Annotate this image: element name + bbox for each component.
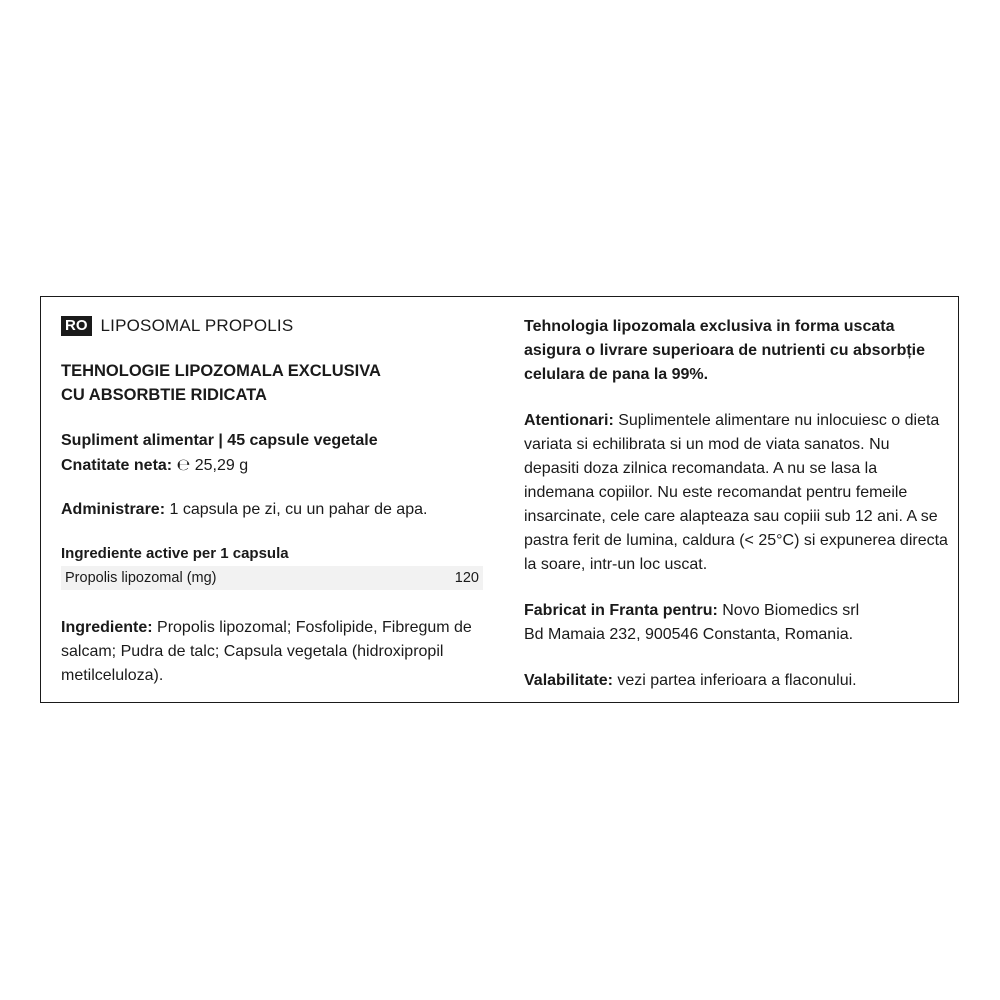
warnings <box>524 409 949 577</box>
active-ingredients-heading: Ingrediente active per 1 capsula <box>61 545 289 562</box>
supplement-type: Supliment alimentar | 45 capsule vegetale <box>61 432 378 449</box>
manufacturer-name: Novo Biomedics srl <box>722 602 860 619</box>
supplement-info <box>61 429 485 478</box>
tagline <box>61 359 485 407</box>
label-right-column <box>524 315 949 693</box>
active-ingredient-name: Propolis lipozomal (mg) <box>65 570 217 586</box>
ingredients-text: Propolis lipozomal; Fosfolipide, Fibregum de salcam; Pudra de talc; Capsula vegetala (hidroxipropil metilceluloza). <box>61 619 472 684</box>
tagline-line-1: TEHNOLOGIE LIPOZOMALA EXCLUSIVA <box>61 362 381 380</box>
active-ingredients-row <box>61 566 483 590</box>
language-badge: RO <box>61 316 92 336</box>
net-quantity-value: 25,29 g <box>194 457 249 474</box>
label-left-column <box>61 315 485 688</box>
title-row <box>61 315 485 337</box>
product-label <box>40 296 959 703</box>
manufacturer-label: Fabricat in Franta pentru: <box>524 602 718 619</box>
administration <box>61 498 485 522</box>
technology-intro: Tehnologia lipozomala exclusiva in forma uscata asigura o livrare superioara de nutrienti cu absorbție celulara de pana la 99%. <box>524 318 926 383</box>
estimated-sign-icon: ℮ <box>176 455 191 474</box>
validity <box>524 669 949 693</box>
warnings-label: Atentionari: <box>524 412 614 429</box>
validity-label: Valabilitate: <box>524 672 613 689</box>
net-quantity <box>61 453 485 478</box>
manufacturer-address: Bd Mamaia 232, 900546 Constanta, Romania. <box>524 626 854 643</box>
validity-text: vezi partea inferioara a flaconului. <box>617 672 857 689</box>
warnings-text: Suplimentele alimentare nu inlocuiesc o dieta variata si echilibrata si un mod de viata sanatos. Nu depasiti doza zilnica recomandata. A nu se lasa la indemana copiilor. Nu este recomandat pentru femeile insarcinate, cele care alapteaza sau copiii sub 12 ani. A se pastra ferit de lumina, caldura (< 25°C) si expunerea directa la soare, intr-un loc uscat. <box>524 412 948 573</box>
tagline-line-2: CU ABSORBTIE RIDICATA <box>61 386 267 404</box>
active-ingredient-amount: 120 <box>454 570 479 586</box>
ingredients-label: Ingrediente: <box>61 619 153 636</box>
administration-text: 1 capsula pe zi, cu un pahar de apa. <box>169 501 428 518</box>
net-quantity-label: Cnatitate neta: <box>61 457 173 474</box>
administration-label: Administrare: <box>61 501 166 518</box>
manufacturer <box>524 599 949 647</box>
ingredients <box>61 616 485 688</box>
product-name: LIPOSOMAL PROPOLIS <box>100 316 294 335</box>
